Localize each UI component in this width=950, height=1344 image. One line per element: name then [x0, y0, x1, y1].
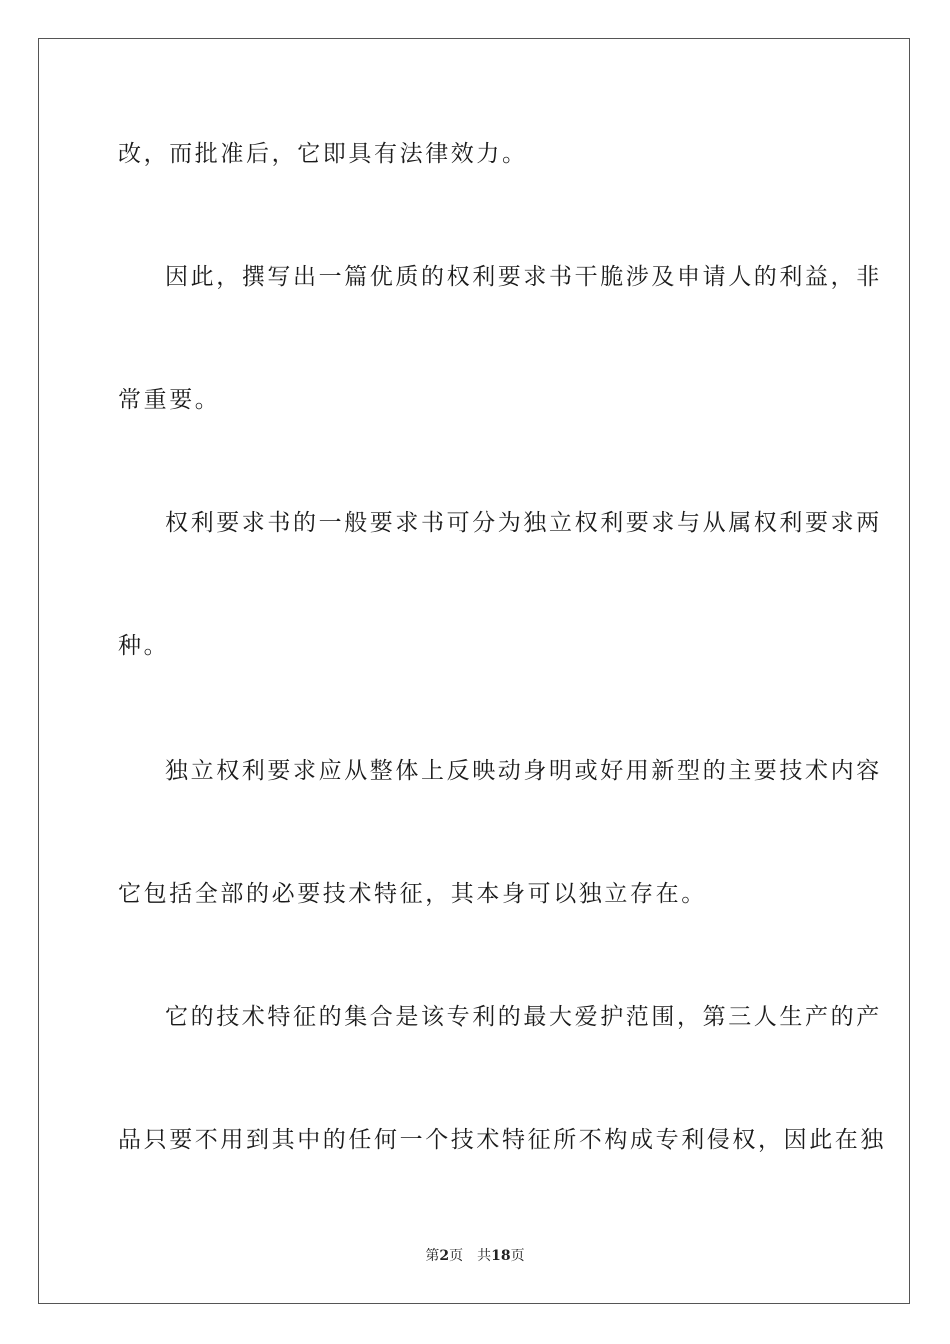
footer-page-number: 2: [439, 1248, 450, 1264]
text-line-4: 权利要求书的一般要求书可分为独立权利要求与从属权利要求两: [165, 510, 882, 536]
footer-page-suffix: 页: [449, 1248, 464, 1264]
text-line-7: 它包括全部的必要技术特征，其本身可以独立存在。: [118, 881, 707, 907]
page-footer: [0, 1247, 950, 1265]
text-line-5: 种。: [118, 633, 170, 659]
footer-total-prefix: 共: [477, 1248, 492, 1264]
text-line-1: 改，而批准后，它即具有法律效力。: [118, 141, 528, 167]
page-border: [38, 38, 910, 1304]
text-line-2: 因此，撰写出一篇优质的权利要求书干脆涉及申请人的利益，非: [165, 264, 882, 290]
footer-page-prefix: 第: [425, 1248, 440, 1264]
text-line-8: 它的技术特征的集合是该专利的最大爱护范围，第三人生产的产: [165, 1004, 882, 1030]
footer-total-pages: 18: [491, 1248, 511, 1264]
text-line-9: 品只要不用到其中的任何一个技术特征所不构成专利侵权，因此在独: [118, 1127, 886, 1153]
footer-total-suffix: 页: [510, 1248, 525, 1264]
text-line-6: 独立权利要求应从整体上反映动身明或好用新型的主要技术内容: [165, 758, 882, 784]
text-line-3: 常重要。: [118, 387, 221, 413]
